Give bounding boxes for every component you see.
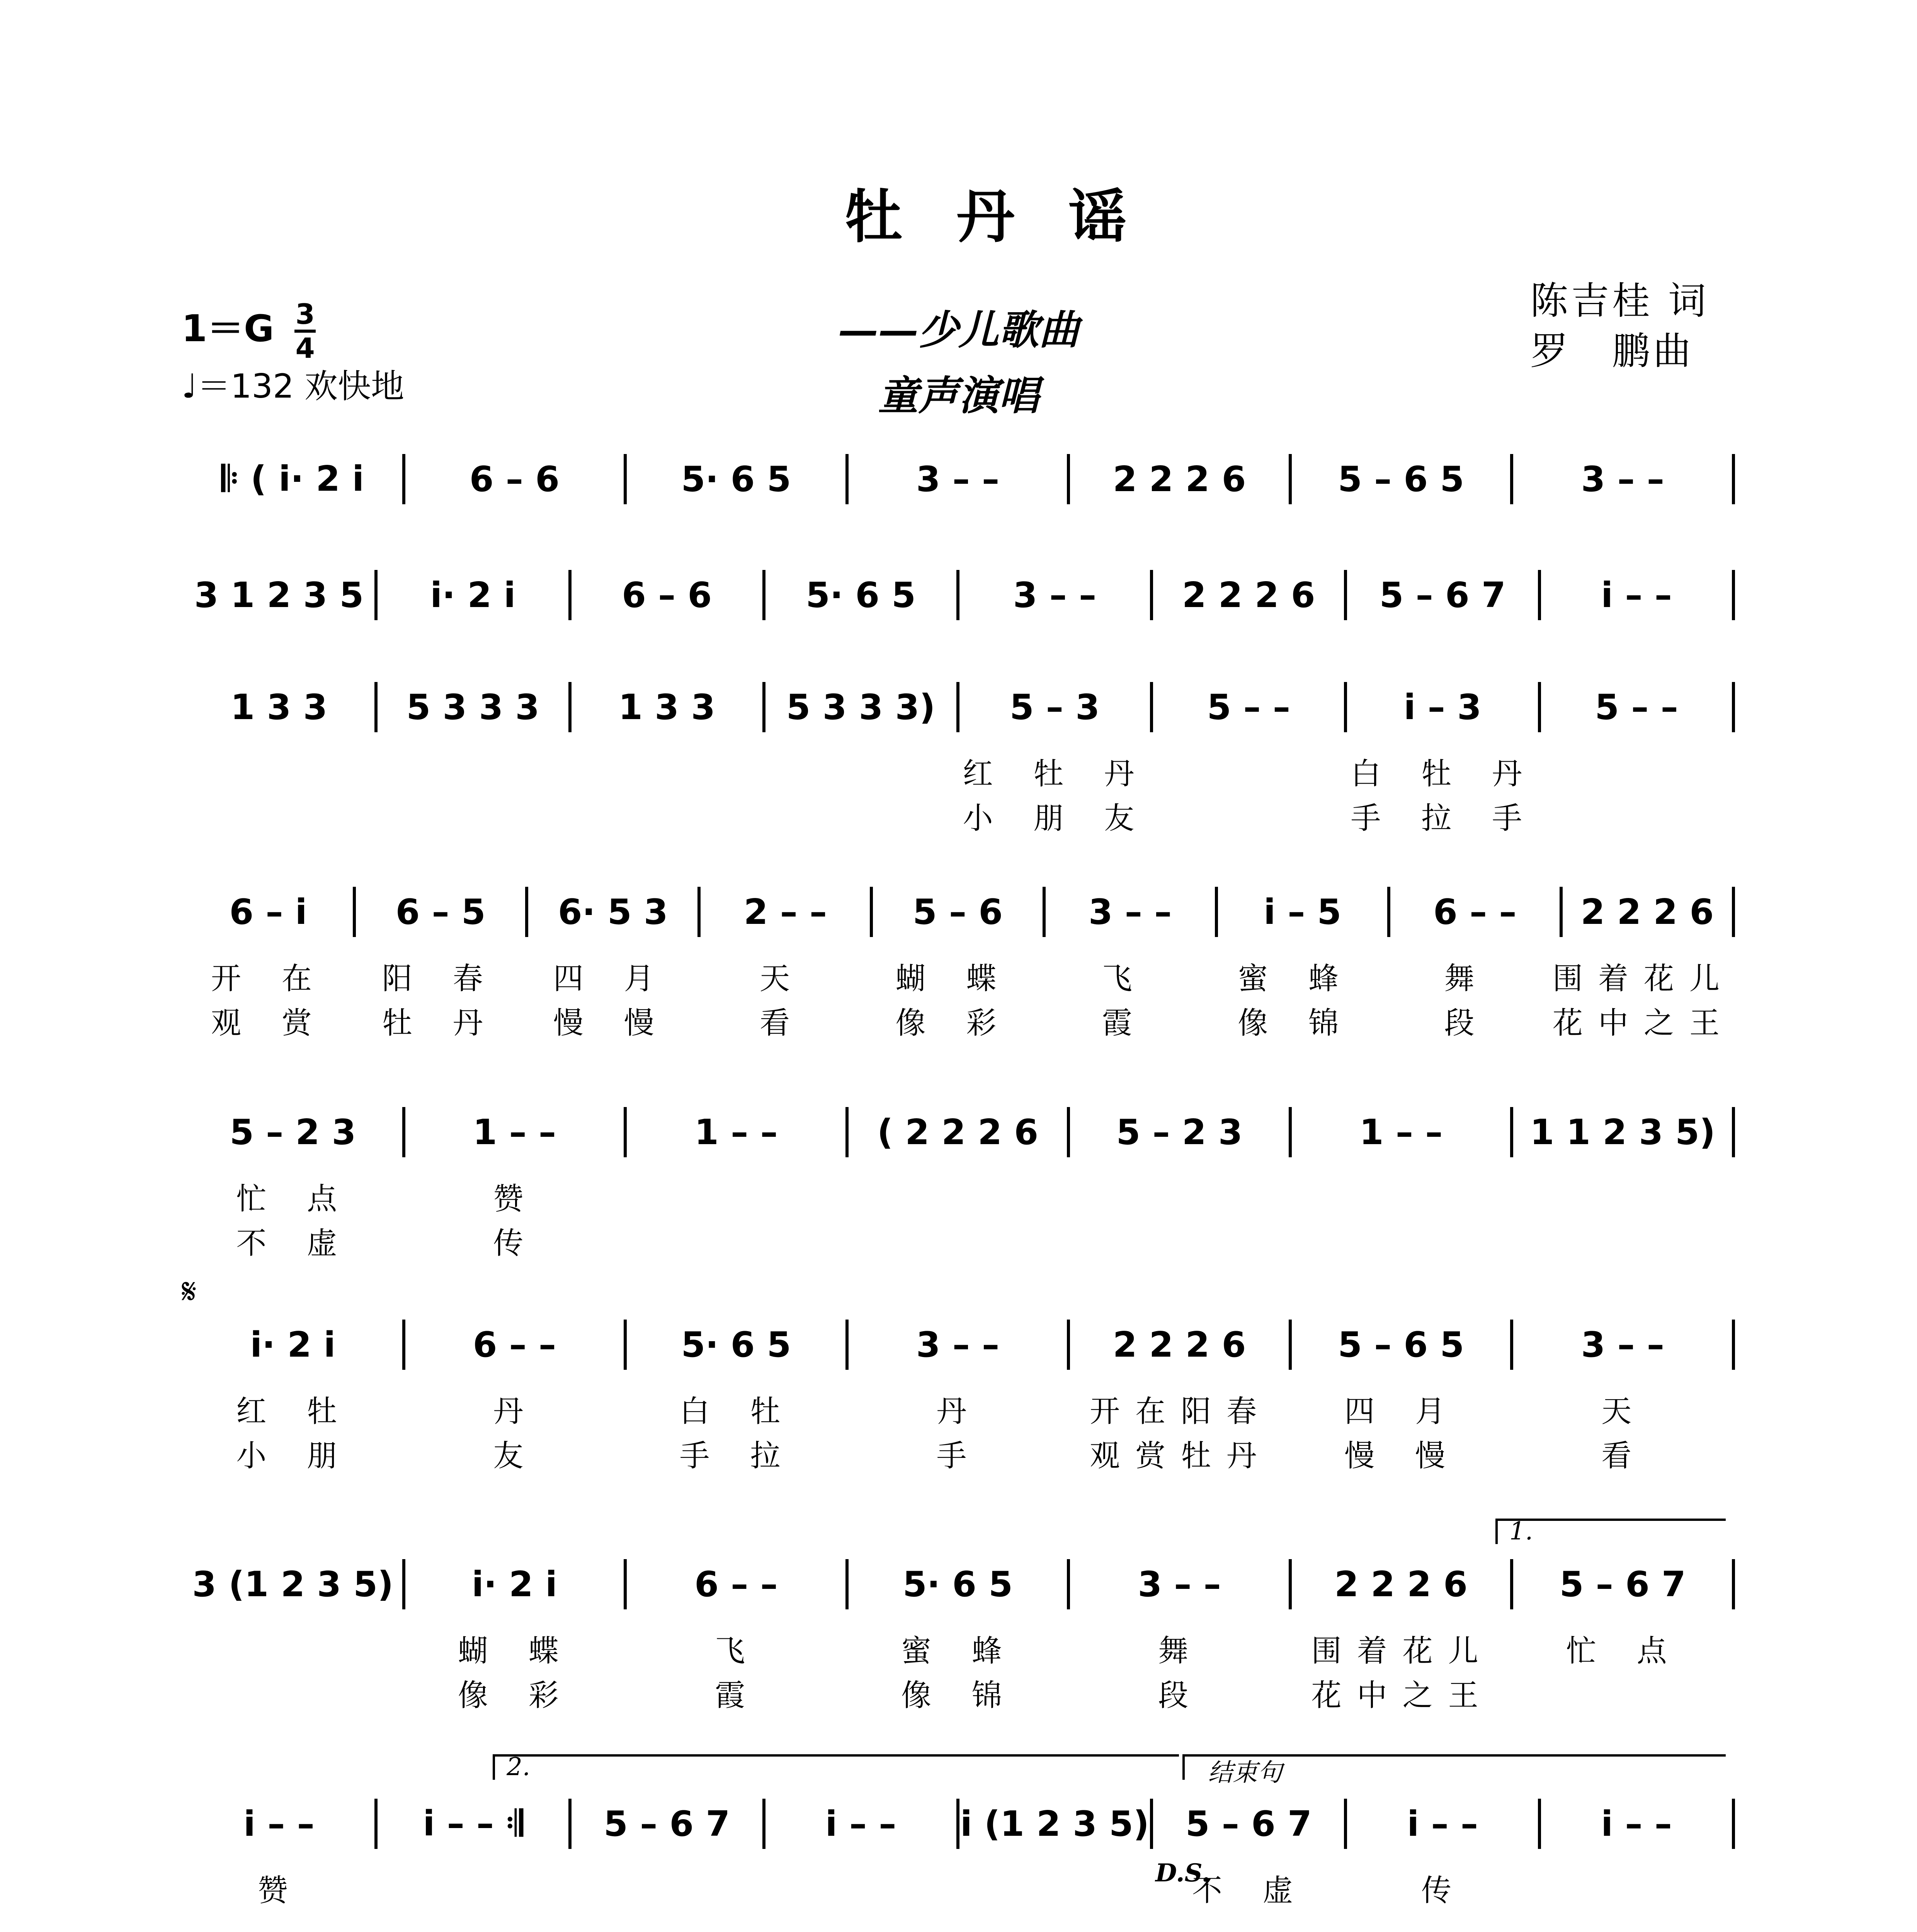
barline bbox=[624, 1559, 627, 1609]
measure: 3 – – bbox=[1581, 459, 1664, 500]
measure: 1 – – bbox=[694, 1112, 778, 1153]
barline bbox=[353, 887, 356, 937]
barline bbox=[1043, 887, 1046, 937]
lyrics-verse-1 bbox=[184, 1627, 1735, 1670]
measure: 5· 6 5 bbox=[681, 459, 791, 500]
lyric-syllables: 赞 bbox=[493, 1182, 539, 1216]
measure: i· 2 i bbox=[471, 1564, 557, 1605]
measure: 5 – 2 3 bbox=[1116, 1112, 1243, 1153]
lyric-syllables bbox=[1541, 1866, 1735, 1910]
ds-mark: D.S. bbox=[1155, 1859, 1210, 1888]
lyric-syllables: 天 bbox=[1601, 1394, 1647, 1429]
barline bbox=[1067, 1320, 1070, 1370]
measure: 3 – – bbox=[1138, 1564, 1221, 1605]
lyric-syllables bbox=[572, 794, 765, 837]
lyric-syllables: 开 在 bbox=[211, 961, 327, 996]
measure: 6 – 5 bbox=[395, 891, 486, 932]
measure: 3 – – bbox=[1581, 1324, 1664, 1365]
lyric-syllables bbox=[572, 750, 765, 793]
measure-row bbox=[184, 1321, 1735, 1368]
lyric-syllables bbox=[627, 1219, 849, 1262]
lyric-syllables: 手 拉 手 bbox=[1351, 801, 1538, 836]
measure: 5 – 6 7 bbox=[1379, 575, 1506, 616]
measure: 3 1 2 3 5 bbox=[194, 575, 364, 616]
barline bbox=[1344, 570, 1347, 620]
barline bbox=[374, 570, 378, 620]
lyrics-verse-1 bbox=[184, 954, 1735, 998]
measure-row bbox=[184, 684, 1735, 730]
lyrics-verse-2 bbox=[184, 794, 1735, 837]
barline bbox=[1538, 570, 1541, 620]
measure: 1 3 3 bbox=[230, 687, 328, 728]
barline bbox=[525, 887, 528, 937]
lyric-syllables: 手 bbox=[936, 1439, 982, 1473]
lyric-syllables: 飞 bbox=[1102, 961, 1148, 996]
barline bbox=[402, 1559, 405, 1609]
barline bbox=[1150, 1799, 1153, 1849]
barline bbox=[845, 454, 849, 504]
lyric-syllables: 小 朋 友 bbox=[963, 801, 1150, 836]
lyric-syllables bbox=[1513, 1175, 1735, 1218]
lyric-syllables bbox=[184, 1627, 405, 1670]
system-1 bbox=[184, 456, 1735, 502]
lyric-syllables: 红 牡 bbox=[236, 1394, 353, 1429]
barline bbox=[374, 1799, 378, 1849]
barline bbox=[1732, 1320, 1735, 1370]
barline bbox=[402, 454, 405, 504]
measure: 3 – – bbox=[916, 1324, 1000, 1365]
lyric-syllables: 舞 bbox=[1158, 1634, 1204, 1668]
lyric-syllables: 不 虚 bbox=[236, 1226, 353, 1261]
lyric-syllables: 看 bbox=[1601, 1439, 1647, 1473]
lyrics-verse-2 bbox=[184, 1219, 1735, 1262]
measure: 1 – – bbox=[1359, 1112, 1443, 1153]
lyrics-verse-1 bbox=[184, 750, 1735, 793]
measure: 1 – – bbox=[473, 1112, 556, 1153]
lyric-syllables: 牡 丹 bbox=[382, 1006, 498, 1041]
lyric-syllables: 围着花儿 bbox=[1311, 1634, 1494, 1668]
measure: 2 2 2 6 bbox=[1182, 575, 1315, 616]
measure: 5 3 3 3) bbox=[786, 687, 936, 728]
barline bbox=[1067, 454, 1070, 504]
barline bbox=[1289, 1107, 1292, 1157]
measure-row bbox=[184, 889, 1735, 935]
lyric-syllables bbox=[1070, 1175, 1292, 1218]
lyrics-verse-2 bbox=[184, 999, 1735, 1042]
lyric-syllables: 四 月 bbox=[553, 961, 670, 996]
lyrics-verse-2 bbox=[184, 1432, 1735, 1475]
lyric-syllables bbox=[765, 750, 959, 793]
lyric-syllables: 段 bbox=[1158, 1678, 1204, 1713]
lyric-syllables: 赞 bbox=[257, 1873, 303, 1908]
key-label: 1＝G bbox=[182, 308, 274, 350]
lyric-syllables: 慢 慢 bbox=[1344, 1439, 1461, 1473]
measure: i – – bbox=[825, 1803, 896, 1844]
measure: 2 2 2 6 bbox=[1580, 891, 1714, 932]
barline bbox=[697, 887, 701, 937]
barline bbox=[956, 1799, 959, 1849]
barline bbox=[1732, 1559, 1735, 1609]
subtitle: ——少儿歌曲 bbox=[838, 306, 1079, 354]
lyrics-verse-1 bbox=[184, 1866, 1735, 1910]
measure: 5· 6 5 bbox=[903, 1564, 1013, 1605]
lyric-syllables: 蜜 蜂 bbox=[901, 1634, 1017, 1668]
lyric-syllables bbox=[959, 1866, 1153, 1910]
time-denominator: 4 bbox=[295, 332, 315, 365]
barline bbox=[1344, 682, 1347, 732]
barline bbox=[845, 1559, 849, 1609]
measure: 3 (1 2 3 5) bbox=[192, 1564, 394, 1605]
lyric-syllables: 蜜 蜂 bbox=[1238, 961, 1354, 996]
barline bbox=[1067, 1107, 1070, 1157]
lyric-syllables: 观 赏 bbox=[211, 1006, 327, 1041]
measure: i – – 𝄇 bbox=[423, 1803, 523, 1844]
segno-mark: 𝄋 bbox=[182, 1271, 197, 1312]
lyric-syllables bbox=[1292, 1219, 1514, 1262]
lyric-syllables: 开在阳春 bbox=[1090, 1394, 1272, 1429]
barline bbox=[1289, 1559, 1292, 1609]
barline bbox=[568, 570, 572, 620]
measure: i (1 2 3 5) bbox=[960, 1803, 1149, 1844]
measure: 5 – – bbox=[1595, 687, 1678, 728]
barline bbox=[1538, 682, 1541, 732]
barline bbox=[568, 682, 572, 732]
lyric-syllables bbox=[1153, 794, 1347, 837]
barline bbox=[374, 682, 378, 732]
lyric-syllables: 忙 点 bbox=[236, 1182, 353, 1216]
lyric-syllables bbox=[1541, 750, 1735, 793]
lyric-syllables: 友 bbox=[493, 1439, 539, 1473]
lyric-syllables bbox=[849, 1175, 1070, 1218]
first-ending-bracket bbox=[1495, 1519, 1726, 1544]
lyric-syllables bbox=[1292, 1175, 1514, 1218]
measure: 3 – – bbox=[1013, 575, 1097, 616]
lyric-syllables: 花中之王 bbox=[1553, 1006, 1735, 1041]
barline bbox=[956, 570, 959, 620]
measure: ( 2 2 2 6 bbox=[877, 1112, 1038, 1153]
lyric-syllables: 手 拉 bbox=[679, 1439, 796, 1473]
lyrics-verse-1 bbox=[184, 1387, 1735, 1430]
barline bbox=[845, 1107, 849, 1157]
barline bbox=[762, 682, 765, 732]
lyric-syllables: 阳 春 bbox=[382, 961, 498, 996]
composer-credit: 罗 鹏曲 bbox=[1530, 329, 1694, 373]
measure: i· 2 i bbox=[250, 1324, 336, 1365]
barline bbox=[1732, 570, 1735, 620]
score-title: 牡丹谣 bbox=[844, 183, 1181, 251]
barline bbox=[1538, 1799, 1541, 1849]
lyric-syllables bbox=[765, 1866, 959, 1910]
lyric-syllables bbox=[1153, 750, 1347, 793]
barline bbox=[624, 454, 627, 504]
coda-bracket bbox=[1182, 1754, 1726, 1787]
lyric-syllables: 花中之王 bbox=[1311, 1678, 1494, 1713]
measure: i – – bbox=[1601, 575, 1672, 616]
lyricist-credit: 陈吉桂 词 bbox=[1530, 279, 1709, 323]
lyrics-verse-1 bbox=[184, 1175, 1735, 1218]
lyric-syllables bbox=[1070, 1219, 1292, 1262]
measure: 1 1 2 3 5) bbox=[1530, 1112, 1716, 1153]
lyric-syllables: 像 彩 bbox=[895, 1006, 1012, 1041]
performer: 童声演唱 bbox=[878, 372, 1039, 419]
measure: 6 – – bbox=[473, 1324, 556, 1365]
lyric-syllables: 白 牡 bbox=[679, 1394, 796, 1429]
measure: 1 3 3 bbox=[618, 687, 715, 728]
lyric-syllables bbox=[378, 794, 572, 837]
barline bbox=[845, 1320, 849, 1370]
barline bbox=[624, 1320, 627, 1370]
measure: 6· 5 3 bbox=[558, 891, 668, 932]
measure: 5 – 6 7 bbox=[1559, 1564, 1686, 1605]
second-ending-bracket bbox=[493, 1754, 1179, 1780]
measure: 2 2 2 6 bbox=[1112, 1324, 1246, 1365]
system-4 bbox=[184, 889, 1735, 1041]
lyric-syllables: 观赏牡丹 bbox=[1090, 1439, 1272, 1473]
barline bbox=[1387, 887, 1390, 937]
lyric-syllables bbox=[184, 750, 378, 793]
barline bbox=[1732, 887, 1735, 937]
barline bbox=[1732, 454, 1735, 504]
barline bbox=[1150, 570, 1153, 620]
barline bbox=[1510, 1320, 1513, 1370]
lyric-syllables bbox=[378, 1866, 572, 1910]
barline bbox=[568, 1799, 572, 1849]
lyric-syllables: 传 bbox=[1421, 1873, 1467, 1908]
lyric-syllables: 飞 bbox=[714, 1634, 760, 1668]
first-ending-label: 1. bbox=[1509, 1517, 1533, 1546]
system-6 bbox=[184, 1321, 1735, 1473]
barline bbox=[1150, 682, 1153, 732]
lyric-syllables: 蝴 蝶 bbox=[895, 961, 1012, 996]
barline bbox=[1510, 454, 1513, 504]
lyric-syllables bbox=[1513, 1671, 1735, 1714]
measure: 5 – 2 3 bbox=[230, 1112, 356, 1153]
lyric-syllables: 像 锦 bbox=[901, 1678, 1017, 1713]
second-ending-label: 2. bbox=[507, 1753, 531, 1781]
lyric-syllables bbox=[1541, 794, 1735, 837]
lyric-syllables: 丹 bbox=[936, 1394, 982, 1429]
measure: 5 – 3 bbox=[1009, 687, 1100, 728]
measure: i – – bbox=[1601, 1803, 1672, 1844]
lyric-syllables: 蝴 蝶 bbox=[458, 1634, 574, 1668]
barline bbox=[870, 887, 873, 937]
lyric-syllables: 慢 慢 bbox=[553, 1006, 670, 1041]
lyric-syllables: 像 锦 bbox=[1238, 1006, 1354, 1041]
measure: 5 – 6 5 bbox=[1338, 1324, 1465, 1365]
system-7 bbox=[184, 1561, 1735, 1713]
barline bbox=[402, 1107, 405, 1157]
barline bbox=[762, 1799, 765, 1849]
barline bbox=[1344, 1799, 1347, 1849]
lyric-syllables: 霞 bbox=[1102, 1006, 1148, 1041]
lyric-syllables bbox=[184, 794, 378, 837]
lyric-syllables: 舞 bbox=[1444, 961, 1490, 996]
barline bbox=[956, 682, 959, 732]
barline bbox=[762, 570, 765, 620]
lyric-syllables bbox=[378, 750, 572, 793]
measure: 6 – – bbox=[1433, 891, 1517, 932]
measure: i – 3 bbox=[1403, 687, 1482, 728]
lyric-syllables: 小 朋 bbox=[236, 1439, 353, 1473]
lyric-syllables: 围着花儿 bbox=[1553, 961, 1735, 996]
measure: 2 2 2 6 bbox=[1334, 1564, 1468, 1605]
lyric-syllables bbox=[627, 1175, 849, 1218]
lyric-syllables: 红 牡 丹 bbox=[963, 757, 1150, 791]
measure-row bbox=[184, 1801, 1735, 1847]
barline bbox=[1067, 1559, 1070, 1609]
barline bbox=[1732, 1107, 1735, 1157]
measure: 6 – – bbox=[694, 1564, 778, 1605]
lyric-syllables: 段 bbox=[1444, 1006, 1490, 1041]
measure: i – 5 bbox=[1264, 891, 1342, 932]
system-5 bbox=[184, 1109, 1735, 1261]
measure-row bbox=[184, 1561, 1735, 1607]
lyric-syllables: 忙 点 bbox=[1566, 1634, 1682, 1668]
lyric-syllables: 看 bbox=[760, 1006, 806, 1041]
lyric-syllables bbox=[184, 1671, 405, 1714]
measure-row bbox=[184, 572, 1735, 618]
time-numerator: 3 bbox=[295, 298, 315, 331]
measure: 5 3 3 3 bbox=[406, 687, 540, 728]
lyric-syllables: 白 牡 丹 bbox=[1351, 757, 1538, 791]
lyric-syllables bbox=[765, 794, 959, 837]
lyric-syllables: 天 bbox=[760, 961, 806, 996]
lyric-syllables bbox=[1513, 1219, 1735, 1262]
tempo-marking: ♩＝132 欢快地 bbox=[182, 367, 405, 406]
lyric-syllables: 霞 bbox=[714, 1678, 760, 1713]
measure: 6 – 6 bbox=[469, 459, 560, 500]
measure: 2 2 2 6 bbox=[1112, 459, 1246, 500]
barline bbox=[1510, 1559, 1513, 1609]
barline bbox=[624, 1107, 627, 1157]
barline bbox=[1510, 1107, 1513, 1157]
measure: 5 – 6 7 bbox=[604, 1803, 730, 1844]
lyric-syllables: 传 bbox=[493, 1226, 539, 1261]
measure: 5 – 6 bbox=[913, 891, 1003, 932]
system-2 bbox=[184, 572, 1735, 618]
barline bbox=[1732, 1799, 1735, 1849]
lyric-syllables: 四 月 bbox=[1344, 1394, 1461, 1429]
barline bbox=[1732, 682, 1735, 732]
lyrics-verse-2 bbox=[184, 1671, 1735, 1714]
measure: 3 – – bbox=[1088, 891, 1172, 932]
lyric-syllables: 像 彩 bbox=[458, 1678, 574, 1713]
lyric-syllables: 丹 bbox=[493, 1394, 539, 1429]
measure: 2 – – bbox=[743, 891, 827, 932]
measure: i – – bbox=[1407, 1803, 1478, 1844]
measure: 6 – i bbox=[229, 891, 307, 932]
barline bbox=[402, 1320, 405, 1370]
lyric-syllables bbox=[849, 1219, 1070, 1262]
measure: i – – bbox=[243, 1803, 315, 1844]
measure: 6 – 6 bbox=[622, 575, 712, 616]
barline bbox=[1289, 454, 1292, 504]
measure: 5 – 6 7 bbox=[1185, 1803, 1312, 1844]
barline bbox=[1289, 1320, 1292, 1370]
measure-row bbox=[184, 1109, 1735, 1155]
measure: 5· 6 5 bbox=[681, 1324, 791, 1365]
measure: i· 2 i bbox=[430, 575, 516, 616]
measure: 5 – 6 5 bbox=[1338, 459, 1465, 500]
barline bbox=[1560, 887, 1563, 937]
measure: 5 – – bbox=[1207, 687, 1290, 728]
measure: 3 – – bbox=[916, 459, 1000, 500]
lyric-syllables: 不 虚 bbox=[1192, 1873, 1308, 1908]
measure: 𝄆 ( i· 2 i bbox=[221, 459, 364, 499]
system-3 bbox=[184, 684, 1735, 836]
lyric-syllables bbox=[572, 1866, 765, 1910]
coda-label: 结束句 bbox=[1208, 1759, 1282, 1787]
measure-row bbox=[184, 456, 1735, 502]
measure: 5· 6 5 bbox=[806, 575, 916, 616]
barline bbox=[1215, 887, 1218, 937]
